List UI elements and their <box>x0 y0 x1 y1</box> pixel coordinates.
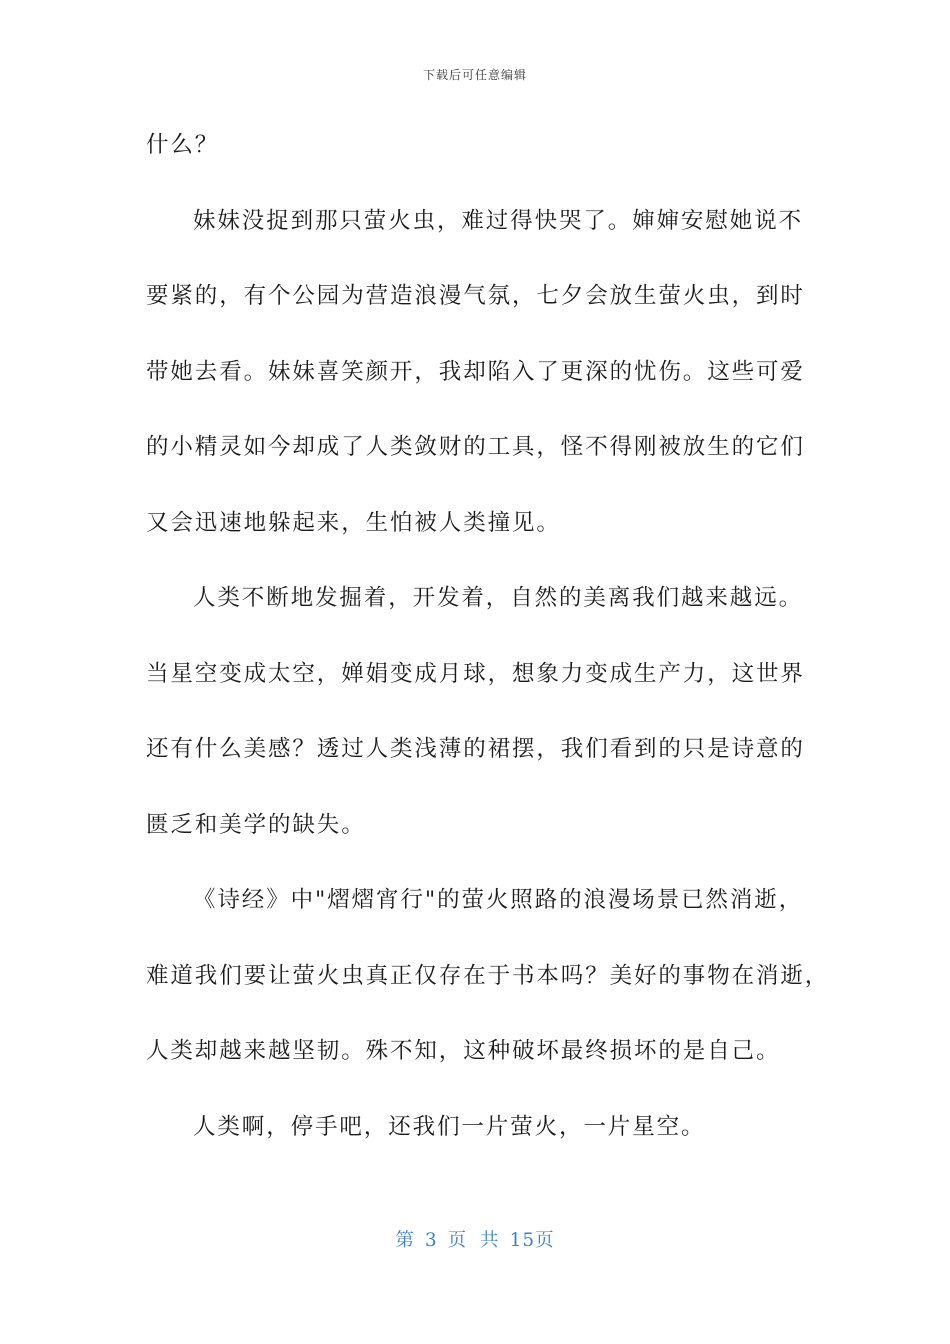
total-pages: 15页 <box>509 1230 555 1251</box>
header-note: 下载后可任意编辑 <box>422 68 527 82</box>
text-line: 人类却越来越坚韧。殊不知，这种破坏最终损坏的是自己。 <box>146 1038 781 1064</box>
text-line: 又会迅速地躲起来，生怕被人类撞见。 <box>146 509 561 536</box>
text-line: 什么？ <box>146 132 220 158</box>
text-line: 要紧的，有个公园为营造浪漫气氛，七夕会放生萤火虫，到时 <box>146 283 805 309</box>
text-line: 妹妹没捉到那只萤火虫，难过得快哭了。婶婶安慰她说不 <box>193 207 804 234</box>
text-line: 当星空变成太空，婵娟变成月球，想象力变成生产力，这世界 <box>146 660 805 687</box>
page-label-prefix: 第 <box>395 1230 415 1251</box>
page-footer <box>0 1226 950 1252</box>
text-line: 人类啊，停手吧，还我们一片萤火，一片星空。 <box>193 1113 706 1140</box>
text-line: 难道我们要让萤火虫真正仅存在于书本吗？美好的事物在消逝， <box>146 962 830 989</box>
text-line: 人类不断地发掘着，开发着，自然的美离我们越来越远。 <box>193 585 804 611</box>
text-line: 《诗经》中"熠熠宵行"的萤火照路的浪漫场景已然消逝， <box>193 887 804 913</box>
text-line: 的小精灵如今却成了人类敛财的工具，怪不得刚被放生的它们 <box>146 434 805 460</box>
page-label-mid: 页 共 <box>447 1230 500 1251</box>
text-line: 还有什么美感？透过人类浅薄的裙摆，我们看到的只是诗意的 <box>146 736 805 762</box>
body-text <box>146 124 830 1181</box>
text-line: 带她去看。妹妹喜笑颜开，我却陷入了更深的忧伤。这些可爱 <box>146 358 805 385</box>
current-page-number: 3 <box>424 1230 438 1251</box>
text-line: 匮乏和美学的缺失。 <box>146 811 366 838</box>
